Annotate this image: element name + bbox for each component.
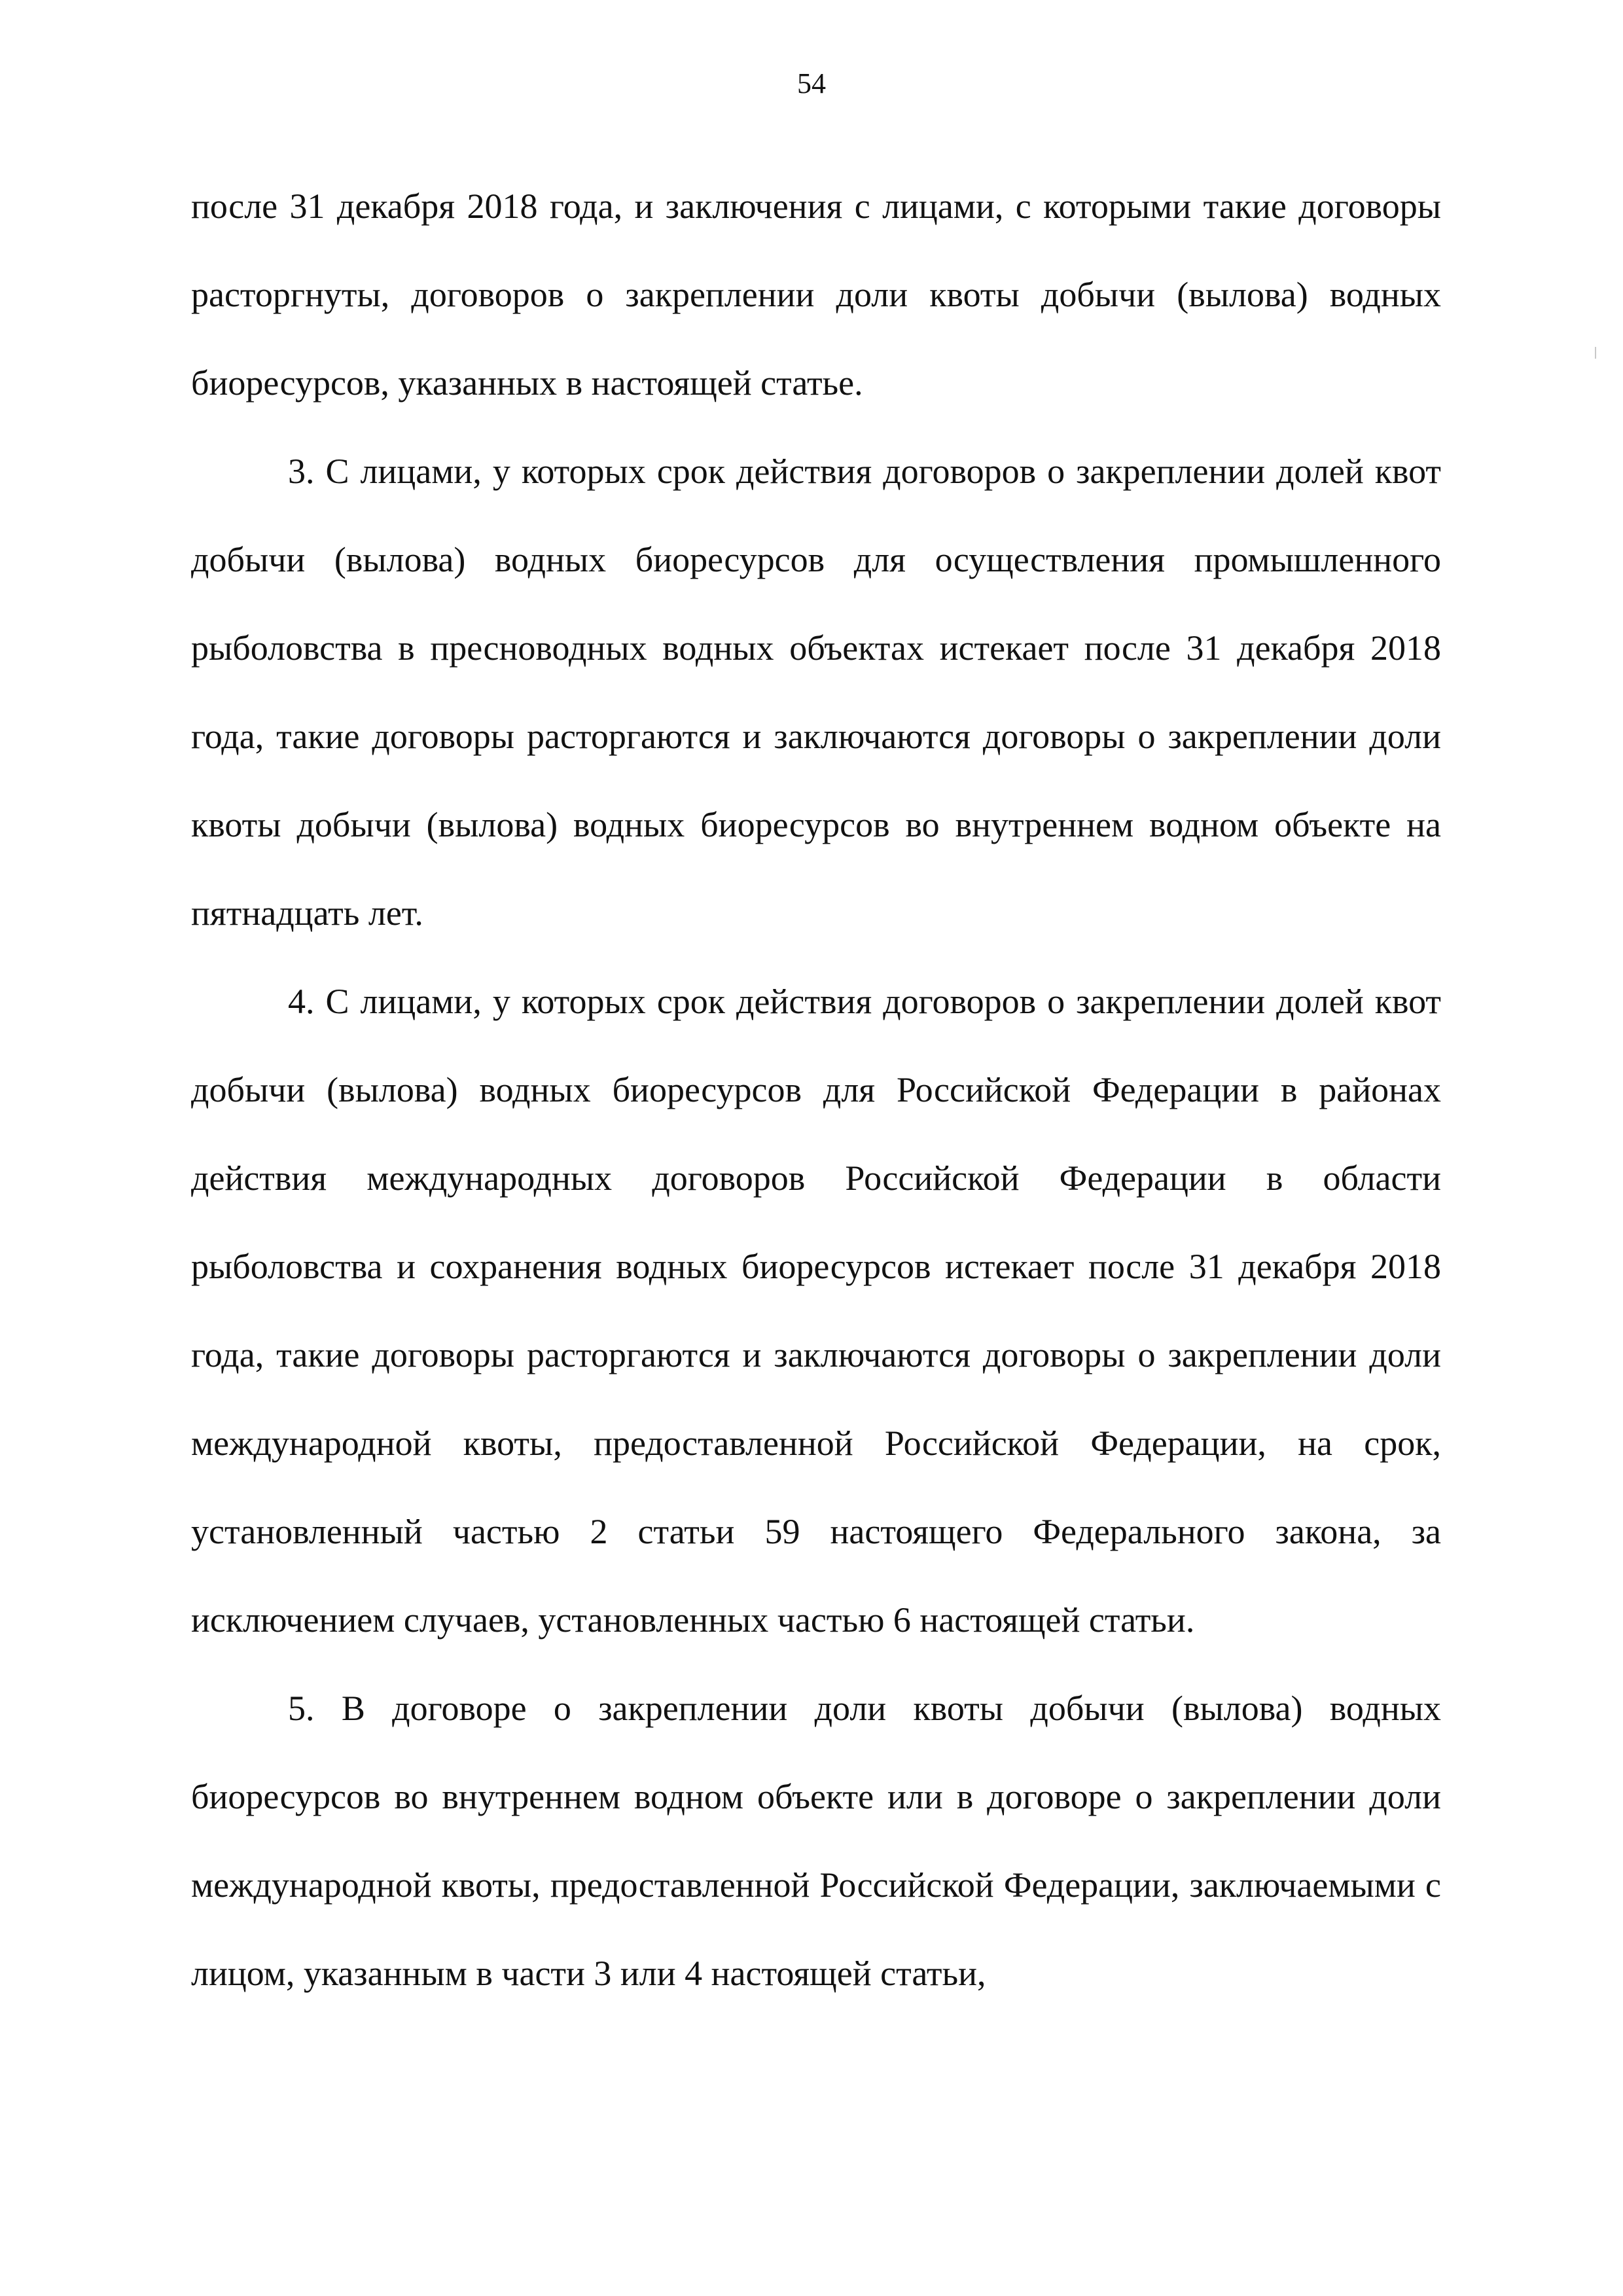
paragraph-continuation: после 31 декабря 2018 года, и заключения с лицами, с которыми такие договоры расторгнуты, договоров о закреплении доли квоты добычи (вылова) водных биоресурсов, указанных в настоящей статье. [191,187,1441,403]
page-number: 54 [797,67,826,99]
paragraph-part-5: 5. В договоре о закреплении доли квоты добычи (вылова) водных биоресурсов во внутреннем водном объекте или в договоре о закреплении доли международной квоты, предоставленной Российской Федерации, заключаемыми с лицом, указанным в части 3 или 4 настоящей статьи, [191,1689,1441,1993]
paragraph-part-4: 4. С лицами, у которых срок действия договоров о закреплении долей квот добычи (вылова) водных биоресурсов для Российской Федерации в районах действия международных договоров Российской Федерации в области рыболовства и сохранения водных биоресурсов истекает после 31 декабря 2018 года, такие договоры расторгаются и заключаются договоры о закреплении доли международной квоты, предоставленной Российской Федерации, на срок, установленный частью 2 статьи 59 настоящего Федерального закона, за исключением случаев, установленных частью 6 настоящей статьи. [191,982,1441,1640]
scan-artifact-mark [1595,347,1596,359]
document-body [191,162,1441,2018]
paragraph-part-3: 3. С лицами, у которых срок действия договоров о закреплении долей квот добычи (вылова) водных биоресурсов для осуществления промышленного рыболовства в пресноводных водных объектах истекает после 31 декабря 2018 года, такие договоры расторгаются и заключаются договоры о закреплении доли квоты добычи (вылова) водных биоресурсов во внутреннем водном объекте на пятнадцать лет. [191,452,1441,933]
